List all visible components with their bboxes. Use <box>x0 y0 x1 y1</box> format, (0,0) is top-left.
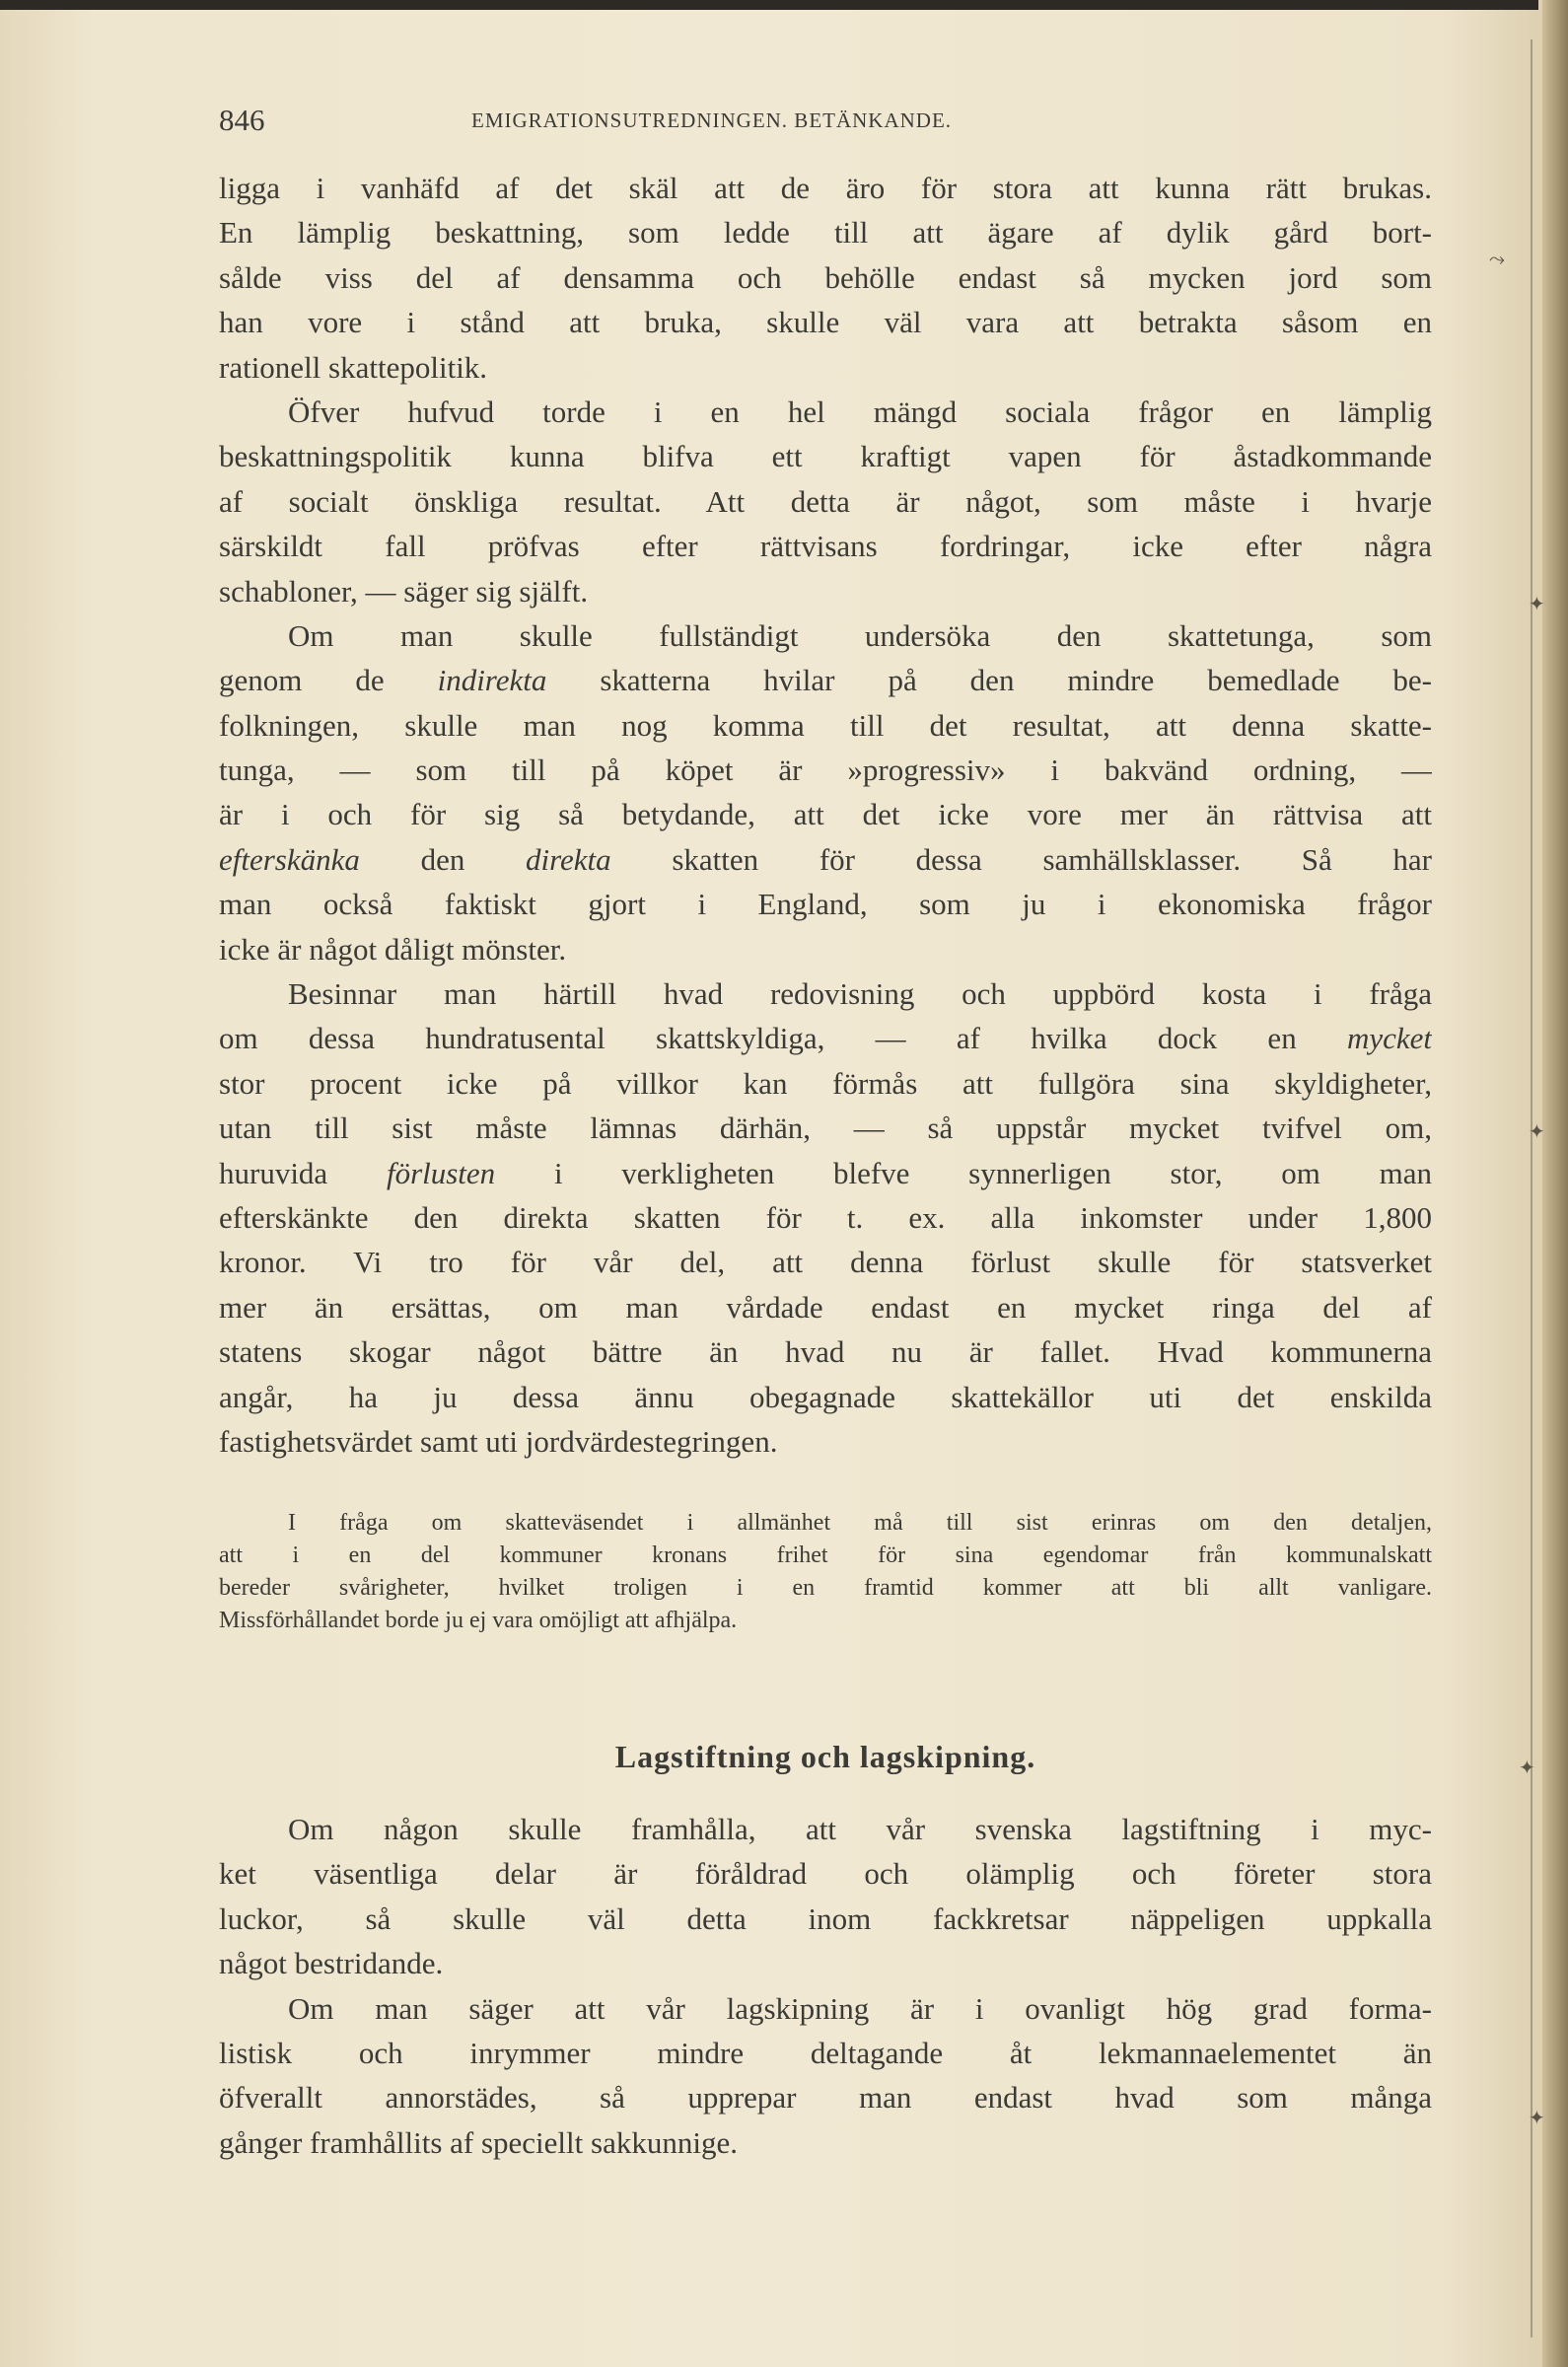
text-line: En lämplig beskattning, som ledde till att ägare af dylik gård bort- <box>219 215 1432 251</box>
text-segment: om dessa hundratusental skattskyldiga, — af hvilka dock en <box>219 1021 1297 1056</box>
text-line <box>219 1151 1432 1195</box>
page-number: 846 <box>219 103 265 137</box>
text-line: luckor, så skulle väl detta inom fackkretsar näppeligen uppkalla <box>219 1901 1432 1936</box>
text-line: efterskänkte den direkta skatten för t. ex. alla inkomster under 1,800 <box>219 1199 1432 1235</box>
text-line <box>219 658 1432 702</box>
text-line: öfverallt annorstädes, så upprepar man endast hvad som många <box>219 2080 1432 2116</box>
top-border-rule <box>0 0 1538 10</box>
text-line: särskildt fall pröfvas efter rättvisans fordringar, icke efter några <box>219 529 1432 564</box>
italic-word: efterskänka <box>219 841 360 877</box>
text-line: utan till sist måste lämnas därhän, — så uppstår mycket tvifvel om, <box>219 1111 1432 1146</box>
footnote-line: bereder svårigheter, hvilket troligen i en framtid kommer att bli allt vanligare. <box>219 1575 1432 1601</box>
text-line <box>219 1016 1432 1060</box>
text-line <box>219 837 1432 882</box>
text-segment: skatterna hvilar på den mindre bemedlade be- <box>600 663 1432 698</box>
text-line: mer än ersättas, om man vårdade endast en mycket ringa del af <box>219 1289 1432 1325</box>
footnote-line: I fråga om skatteväsendet i allmänhet må till sist erinras om den detaljen, <box>288 1510 1432 1536</box>
text-line: Öfver hufvud torde i en hel mängd sociala frågor en lämplig <box>288 394 1432 429</box>
binding-line <box>1531 39 1532 2337</box>
footnote-line: att i en del kommuner kronans frihet för sina egendomar från kommunalskatt <box>219 1542 1432 1568</box>
text-line: beskattningspolitik kunna blifva ett kraftigt vapen för åstadkommande <box>219 439 1432 474</box>
margin-mark-icon: ✦ <box>1529 592 1545 615</box>
italic-word: indirekta <box>437 663 547 698</box>
text-line: listisk och inrymmer mindre deltagande åt lekmannaelementet än <box>219 2035 1432 2070</box>
text-line: Om man säger att vår lagskipning är i ovanligt hög grad forma- <box>288 1990 1432 2026</box>
text-line: af socialt önskliga resultat. Att detta är något, som måste i hvarje <box>219 483 1432 519</box>
text-line: schabloner, — säger sig själft. <box>219 573 589 609</box>
italic-word: direkta <box>526 841 611 877</box>
text-line: statens skogar något bättre än hvad nu är fallet. Hvad kommunerna <box>219 1334 1432 1370</box>
footnote <box>219 1507 1432 1637</box>
text-segment: i verkligheten blefve synnerligen stor, om man <box>553 1155 1432 1190</box>
text-line: sålde viss del af densamma och behölle endast så mycken jord som <box>219 259 1432 295</box>
text-line: han vore i stånd att bruka, skulle väl vara att betrakta såsom en <box>219 305 1432 340</box>
text-segment: genom de <box>219 663 385 698</box>
margin-mark-icon: ✦ <box>1529 2106 1545 2129</box>
margin-mark-icon: ✦ <box>1529 1119 1545 1143</box>
text-segment: den <box>420 841 465 877</box>
italic-word: mycket <box>1346 1021 1432 1056</box>
margin-mark-icon: ✦ <box>1519 1756 1535 1779</box>
text-line: gånger framhållits af speciellt sakkunnige. <box>219 2124 738 2160</box>
page-header <box>219 103 1432 146</box>
section-heading: Lagstiftning och lagskipning. <box>614 1739 1036 1774</box>
text-line: kronor. Vi tro för vår del, att denna förlust skulle för statsverket <box>219 1245 1432 1280</box>
italic-word: förlusten <box>386 1155 496 1190</box>
text-line: ligga i vanhäfd af det skäl att de äro för stora att kunna rätt brukas. <box>219 171 1432 205</box>
text-line: ket väsentliga delar är föråldrad och olämplig och företer stora <box>219 1856 1432 1892</box>
footnote-line: Missförhållandet borde ju ej vara omöjligt att afhjälpa. <box>219 1608 738 1633</box>
text-line: något bestridande. <box>219 1946 444 1981</box>
text-line: Besinnar man härtill hvad redovisning och uppbörd kosta i fråga <box>288 976 1432 1012</box>
page-edge-shadow <box>1542 0 1568 2367</box>
text-line: Om man skulle fullständigt undersöka den skattetunga, som <box>288 617 1432 653</box>
text-line: icke är något dåligt mönster. <box>219 931 567 967</box>
text-line: man också faktiskt gjort i England, som ju i ekonomiska frågor <box>219 887 1432 922</box>
text-line: tunga, — som till på köpet är »progressiv» i bakvänd ordning, — <box>219 753 1432 788</box>
text-line: angår, ha ju dessa ännu obegagnade skattekällor uti det enskilda <box>219 1379 1432 1414</box>
section-text <box>219 1807 1432 2165</box>
text-line: fastighetsvärdet samt uti jordvärdestegringen. <box>219 1423 778 1459</box>
text-line: är i och för sig så betydande, att det icke vore mer än rättvisa att <box>219 797 1432 832</box>
text-line: folkningen, skulle man nog komma till det resultat, att denna skatte- <box>219 707 1432 743</box>
text-line: Om någon skulle framhålla, att vår svenska lagstiftning i myc- <box>288 1812 1432 1846</box>
text-segment: huruvida <box>219 1155 328 1190</box>
text-segment: skatten för dessa samhällsklasser. Så har <box>672 841 1432 877</box>
main-text <box>219 166 1432 1464</box>
running-head: EMIGRATIONSUTREDNINGEN. BETÄNKANDE. <box>471 108 953 132</box>
text-line: rationell skattepolitik. <box>219 349 488 385</box>
margin-mark-icon: ⤳ <box>1489 247 1505 270</box>
text-line: stor procent icke på villkor kan förmås att fullgöra sina skyldigheter, <box>219 1065 1432 1101</box>
